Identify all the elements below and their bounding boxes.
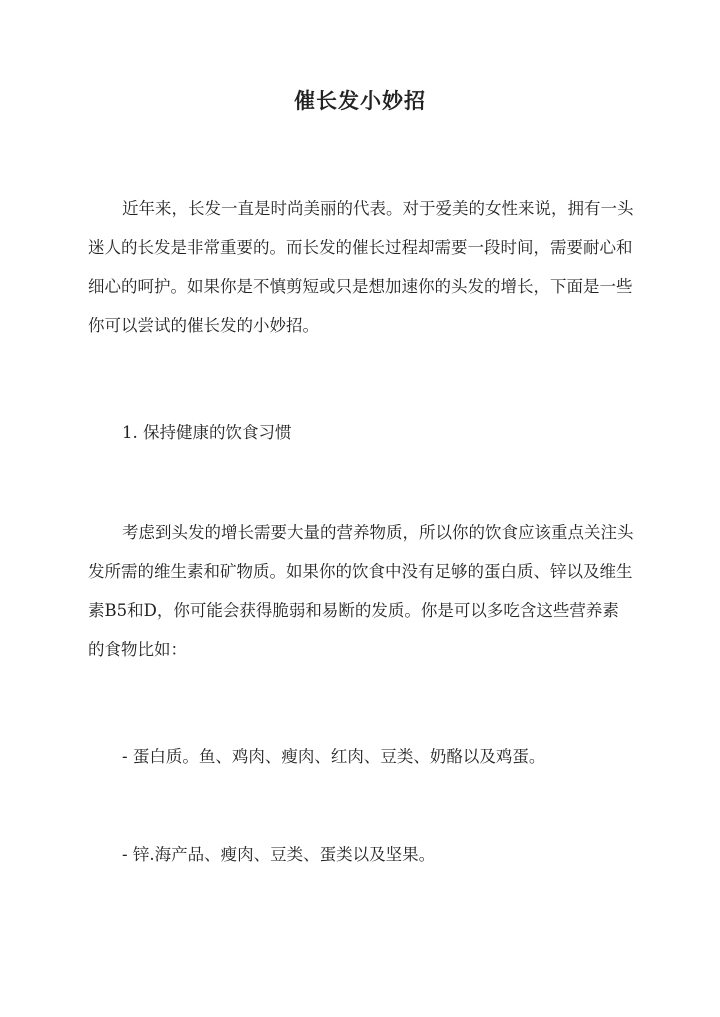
section-body-paragraph: 考虑到头发的增长需要大量的营养物质，所以你的饮食应该重点关注头发所需的维生素和矿物质。如果你的饮食中没有足够的蛋白质、锌以及维生素B5和D，你可能会获得脆弱和易断的发质。你是可以多吃含这些营养素的食物比如： <box>88 523 634 659</box>
section-heading: 1. 保持健康的饮食习惯 <box>122 423 292 442</box>
list-item-zinc: - 锌.海产品、瘦肉、豆类、蛋类以及坚果。 <box>122 845 436 864</box>
intro-paragraph: 近年来，长发一直是时尚美丽的代表。对于爱美的女性来说，拥有一头迷人的长发是非常重要的。而长发的催长过程却需要一段时间，需要耐心和细心的呵护。如果你是不慎剪短或只是想加速你的头发的增长，下面是一些你可以尝试的催长发的小妙招。 <box>88 199 634 335</box>
list-item-protein: - 蛋白质。鱼、鸡肉、瘦肉、红肉、豆类、奶酪以及鸡蛋。 <box>122 747 546 766</box>
document-title: 催长发小妙招 <box>294 88 426 113</box>
